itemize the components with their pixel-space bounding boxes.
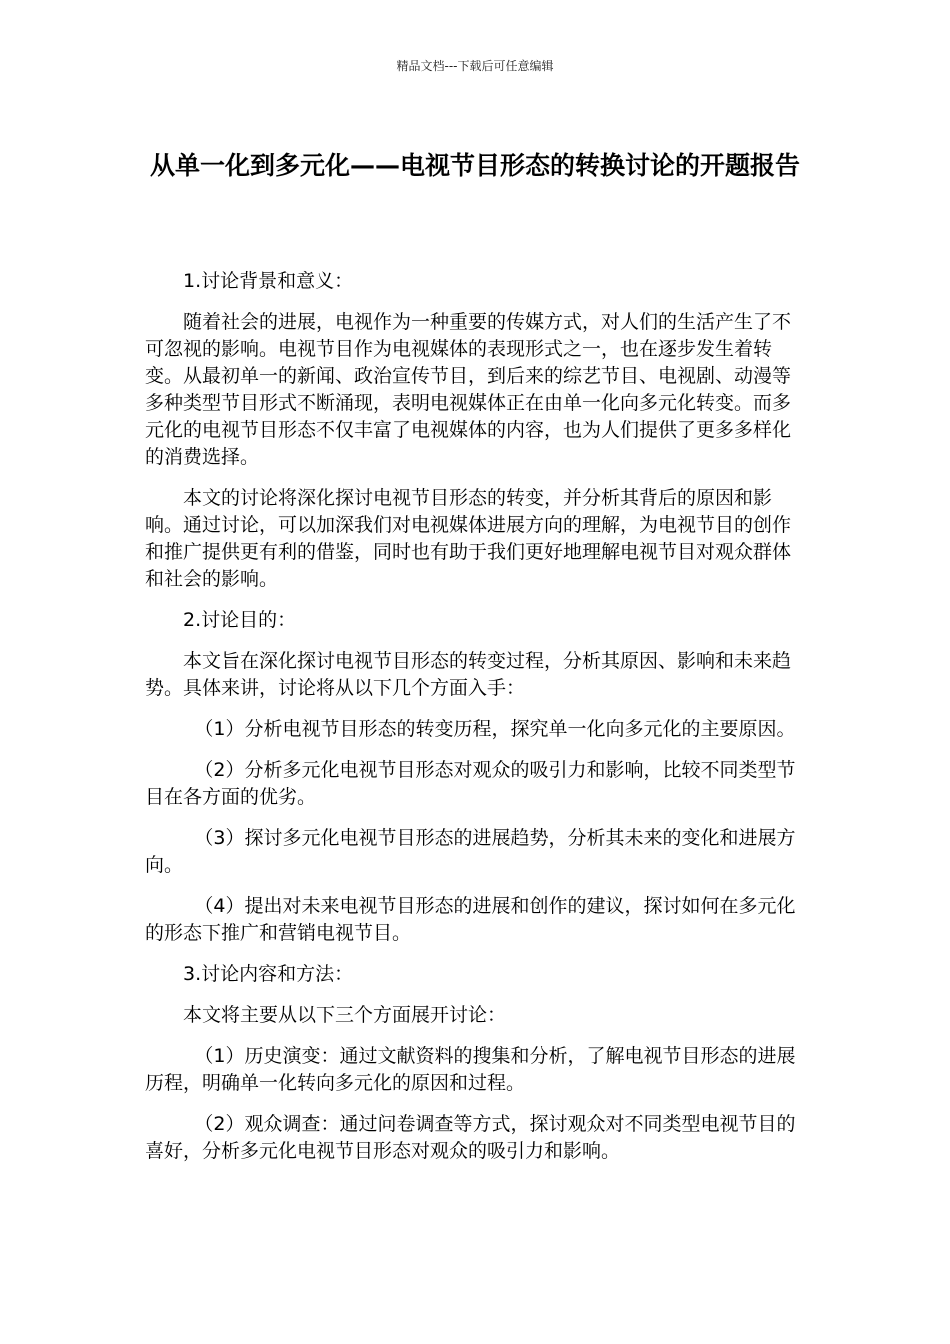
page-header-note: 精品文档---下载后可任意编辑: [396, 59, 554, 73]
list-item: （2）分析多元化电视节目形态对观众的吸引力和影响，比较不同类型节目在各方面的优劣。: [145, 759, 796, 808]
section-heading-background: 1.讨论背景和意义：: [183, 270, 354, 292]
document-body: [145, 268, 805, 1179]
section-heading-purpose: 2.讨论目的：: [183, 609, 297, 631]
document-title: 从单一化到多元化——电视节目形态的转换讨论的开题报告: [149, 151, 800, 180]
list-item: （4）提出对未来电视节目形态的进展和创作的建议，探讨如何在多元化的形态下推广和营销电视节目。: [145, 895, 796, 944]
body-paragraph: 本文的讨论将深化探讨电视节目形态的转变，并分析其背后的原因和影响。通过讨论，可以加深我们对电视媒体进展方向的理解，为电视节目的创作和推广提供更有利的借鉴，同时也有助于我们更好地理解电视节目对观众群体和社会的影响。: [145, 487, 792, 590]
list-item: （1）分析电视节目形态的转变历程，探究单一化向多元化的主要原因。: [194, 718, 796, 740]
body-paragraph: 本文旨在深化探讨电视节目形态的转变过程，分析其原因、影响和未来趋势。具体来讲，讨论将从以下几个方面入手：: [145, 650, 792, 699]
list-item: （2）观众调查：通过问卷调查等方式，探讨观众对不同类型电视节目的喜好，分析多元化电视节目形态对观众的吸引力和影响。: [145, 1113, 796, 1162]
list-item: （3）探讨多元化电视节目形态的进展趋势，分析其未来的变化和进展方向。: [145, 827, 796, 876]
section-heading-content-method: 3.讨论内容和方法：: [183, 963, 354, 985]
body-paragraph: 本文将主要从以下三个方面展开讨论：: [183, 1004, 507, 1026]
body-paragraph: 随着社会的进展，电视作为一种重要的传媒方式，对人们的生活产生了不可忽视的影响。电视节目作为电视媒体的表现形式之一，也在逐步发生着转变。从最初单一的新闻、政治宣传节目，到后来的综艺节目、电视剧、动漫等多种类型节目形式不断涌现，表明电视媒体正在由单一化向多元化转变。而多元化的电视节目形态不仅丰富了电视媒体的内容，也为人们提供了更多多样化的消费选择。: [145, 311, 792, 468]
list-item: （1）历史演变：通过文献资料的搜集和分析，了解电视节目形态的进展历程，明确单一化转向多元化的原因和过程。: [145, 1045, 796, 1094]
